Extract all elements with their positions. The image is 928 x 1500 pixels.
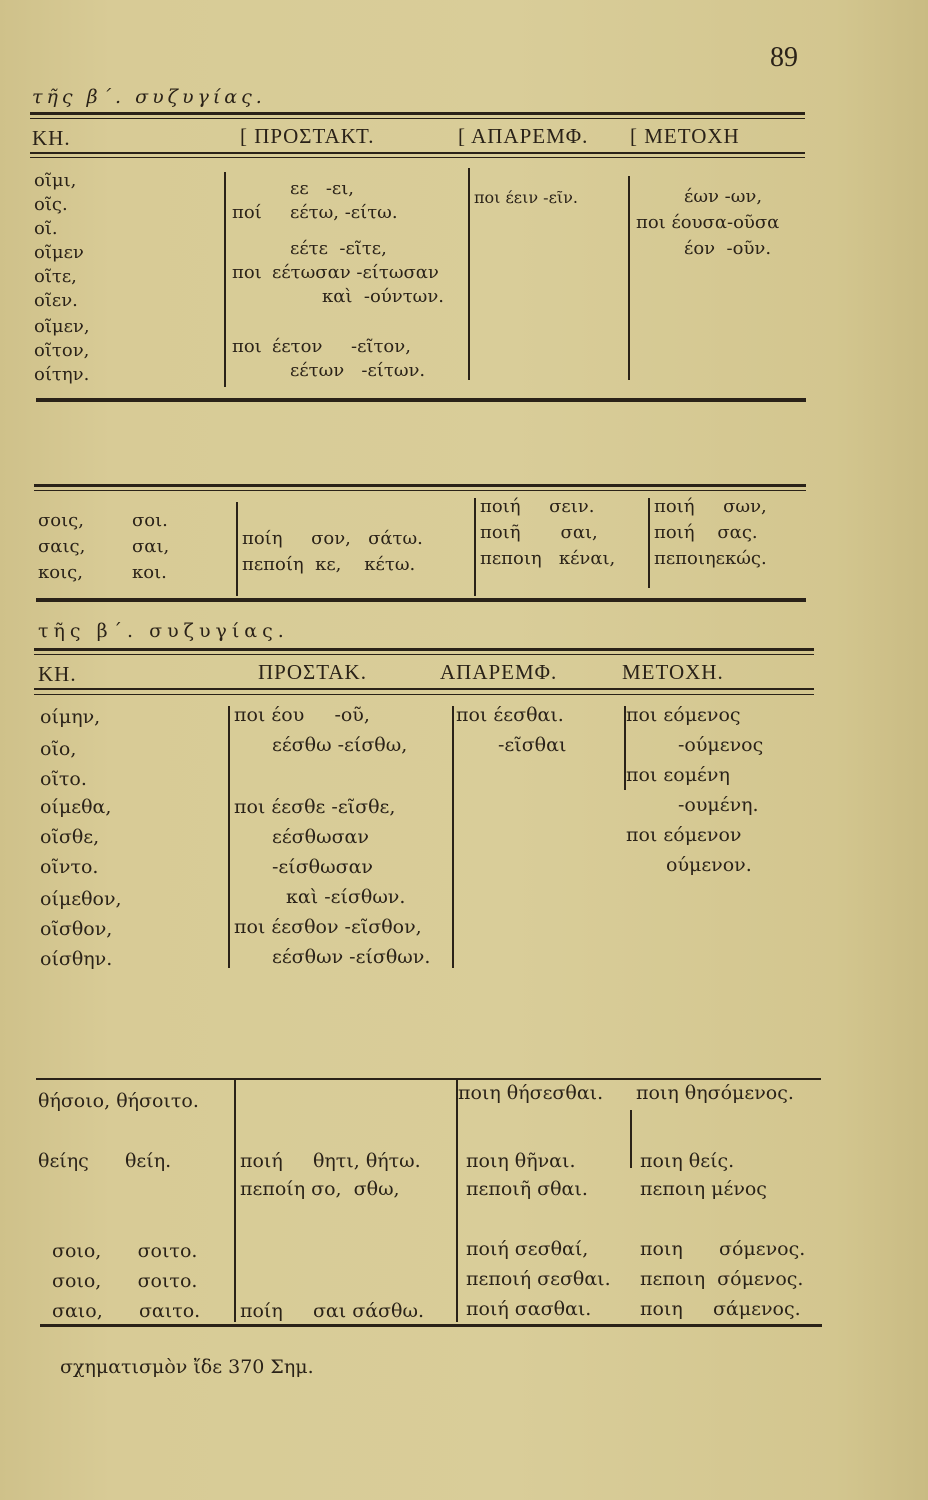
imperative-line: -είσθωσαν	[272, 856, 373, 878]
kh-row: οῖσθον,	[40, 918, 113, 940]
participle-cell: ποιη θείς.	[640, 1150, 735, 1172]
header-infinitive: [ ΑΠΑΡΕΜΦ.	[458, 124, 589, 148]
infinitive-line: -εῖσθαι	[498, 734, 567, 756]
imperative-prefix: ποί	[232, 202, 262, 223]
kh-row: κοις,	[38, 562, 83, 583]
kh-row: οῖτε,	[34, 266, 77, 287]
imperative-line: εέσθωσαν	[272, 826, 369, 848]
column-rule	[474, 498, 476, 596]
divider	[34, 490, 806, 491]
participle-line: -ουμένη.	[678, 794, 759, 816]
kh-row: οῖντο.	[40, 856, 99, 878]
header-kh: ΚΗ.	[38, 662, 77, 686]
kh-row: σαις,	[38, 536, 86, 557]
kh-row: οίμεθον,	[40, 888, 122, 910]
participle-cell: ποιη σάμενος.	[640, 1298, 801, 1320]
infinitive-cell: ποιή σεσθαί,	[466, 1238, 589, 1260]
infinitive-cell: πεποιῆ σθαι.	[466, 1178, 588, 1200]
participle-line: ποι εόμενον	[626, 824, 742, 846]
header-imperative: ΠΡΟΣΤΑΚ.	[258, 660, 367, 684]
kh-row: οῖτον,	[34, 340, 90, 361]
infinitive-cell: ποιή σασθαι.	[466, 1298, 592, 1320]
participle-line: ποι έουσα-οῦσα	[636, 212, 780, 233]
imperative-line: εέτω, -είτω.	[290, 202, 398, 223]
participle-line: ούμενον.	[666, 854, 752, 876]
column-rule	[630, 1110, 632, 1168]
imperative-line: καὶ -ούντων.	[322, 286, 445, 307]
participle-line: -ούμενος	[678, 734, 764, 756]
infinitive-cell: ποιη θῆναι.	[466, 1150, 576, 1172]
kh-row: οίμην,	[40, 706, 101, 728]
column-rule	[224, 172, 226, 387]
divider	[34, 484, 806, 487]
participle-cell: ποιη σόμενος.	[640, 1238, 806, 1260]
column-rule	[234, 1080, 236, 1322]
infinitive-line: ποι έεσθαι.	[456, 704, 564, 726]
imperative-line: εε -ει,	[290, 178, 355, 199]
participle-cell: πεποιη σόμενος.	[640, 1268, 804, 1290]
divider	[34, 694, 814, 695]
kh-row: οῖμεν	[34, 242, 84, 263]
imperative-line: πεποίη κε, κέτω.	[242, 554, 416, 575]
kh-row: οίτην.	[34, 364, 90, 385]
divider	[36, 598, 806, 602]
infinitive-cell: πεποιή σεσθαι.	[466, 1268, 611, 1290]
infinitive-line: πεποιη κέναι,	[480, 548, 616, 569]
column-rule	[236, 502, 238, 596]
kh-cell: σοιο, σοιτο.	[52, 1240, 198, 1262]
infinitive-cell: ποιη θήσεσθαι.	[458, 1082, 604, 1104]
column-rule	[468, 168, 470, 380]
kh-row: οίμεθα,	[40, 796, 112, 818]
divider	[36, 398, 806, 402]
section-title: τῆς β΄. συζυγίας.	[38, 620, 289, 642]
section-title: τῆς β΄. συζυγίας.	[32, 86, 266, 108]
column-rule	[452, 706, 454, 968]
kh-row: οῖμεν,	[34, 316, 90, 337]
column-rule	[628, 176, 630, 380]
imperative-line: εέτων -είτων.	[290, 360, 426, 381]
kh-row: οίσθην.	[40, 948, 113, 970]
divider	[36, 1078, 821, 1080]
participle-line: έων -ων,	[684, 186, 763, 207]
participle-line: ποιή σων,	[654, 496, 767, 517]
header-kh: ΚΗ.	[32, 126, 71, 150]
imperative-line: εέτωσαν -είτωσαν	[272, 262, 439, 283]
imperative-line: ποίη σον, σάτω.	[242, 528, 423, 549]
divider	[34, 648, 814, 651]
kh-row: οῖς.	[34, 194, 68, 215]
imperative-line: εέσθω -είσθω,	[272, 734, 408, 756]
participle-cell: πεποιη μένος	[640, 1178, 767, 1200]
kh-row: οῖτο.	[40, 768, 87, 790]
imperative-line: ποι έου -οῦ,	[234, 704, 370, 726]
imperative-line: έετον -εῖτον,	[272, 336, 411, 357]
divider	[34, 688, 814, 690]
kh-cell: σαιο, σαιτο.	[52, 1300, 201, 1322]
kh-cell: θείης θείη.	[38, 1150, 172, 1172]
divider	[30, 152, 805, 154]
imperative-cell: πεποίη σο, σθω,	[240, 1178, 400, 1200]
participle-line: έον -οῦν.	[684, 238, 772, 259]
imperative-prefix: ποι	[232, 262, 262, 283]
kh-row: κοι.	[132, 562, 167, 583]
kh-row: σαι,	[132, 536, 170, 557]
imperative-line: εέσθων -είσθων.	[272, 946, 431, 968]
participle-line: ποι εόμενος	[626, 704, 741, 726]
divider	[34, 654, 814, 655]
imperative-line: ποι έεσθον -εῖσθον,	[234, 916, 422, 938]
participle-cell: ποιη θησόμενος.	[636, 1082, 794, 1104]
participle-line: πεποιηεκώς.	[654, 548, 767, 569]
kh-row: οῖο,	[40, 738, 77, 760]
column-rule	[228, 706, 230, 968]
kh-cell: θήσοιο, θήσοιτο.	[38, 1090, 199, 1112]
column-rule	[648, 498, 650, 588]
footnote: σχηματισμὸν ἴδε 370 Σημ.	[60, 1356, 314, 1378]
kh-row: οῖεν.	[34, 290, 78, 311]
imperative-line: καὶ -είσθων.	[286, 886, 406, 908]
kh-row: οῖσθε,	[40, 826, 100, 848]
page-number: 89	[770, 42, 798, 73]
divider	[30, 112, 805, 115]
divider	[30, 157, 805, 158]
imperative-prefix: ποι	[232, 336, 262, 357]
header-infinitive: ΑΠΑΡΕΜΦ.	[440, 660, 558, 684]
imperative-line: ποι έεσθε -εῖσθε,	[234, 796, 396, 818]
kh-row: οῖ.	[34, 218, 58, 239]
imperative-line: εέτε -εῖτε,	[290, 238, 387, 259]
divider	[40, 1324, 822, 1327]
kh-row: σοι.	[132, 510, 168, 531]
kh-cell: σοιο, σοιτο.	[52, 1270, 198, 1292]
header-participle: ΜΕΤΟΧΗ.	[622, 660, 724, 684]
divider	[30, 118, 805, 119]
infinitive-line: ποιῆ σαι,	[480, 522, 598, 543]
column-rule	[456, 1080, 458, 1322]
header-participle: [ ΜΕΤΟΧΗ	[630, 124, 740, 148]
participle-line: ποιή σας.	[654, 522, 758, 543]
kh-row: οῖμι,	[34, 170, 77, 191]
kh-row: σοις,	[38, 510, 84, 531]
imperative-cell: ποιή θητι, θήτω.	[240, 1150, 421, 1172]
participle-line: ποι εομένη	[626, 764, 730, 786]
imperative-cell: ποίη σαι σάσθω.	[240, 1300, 424, 1322]
header-imperative: [ ΠΡΟΣΤΑΚΤ.	[240, 124, 375, 148]
infinitive-line: ποι έειν -εῖν.	[474, 188, 578, 207]
infinitive-line: ποιή σειν.	[480, 496, 595, 517]
